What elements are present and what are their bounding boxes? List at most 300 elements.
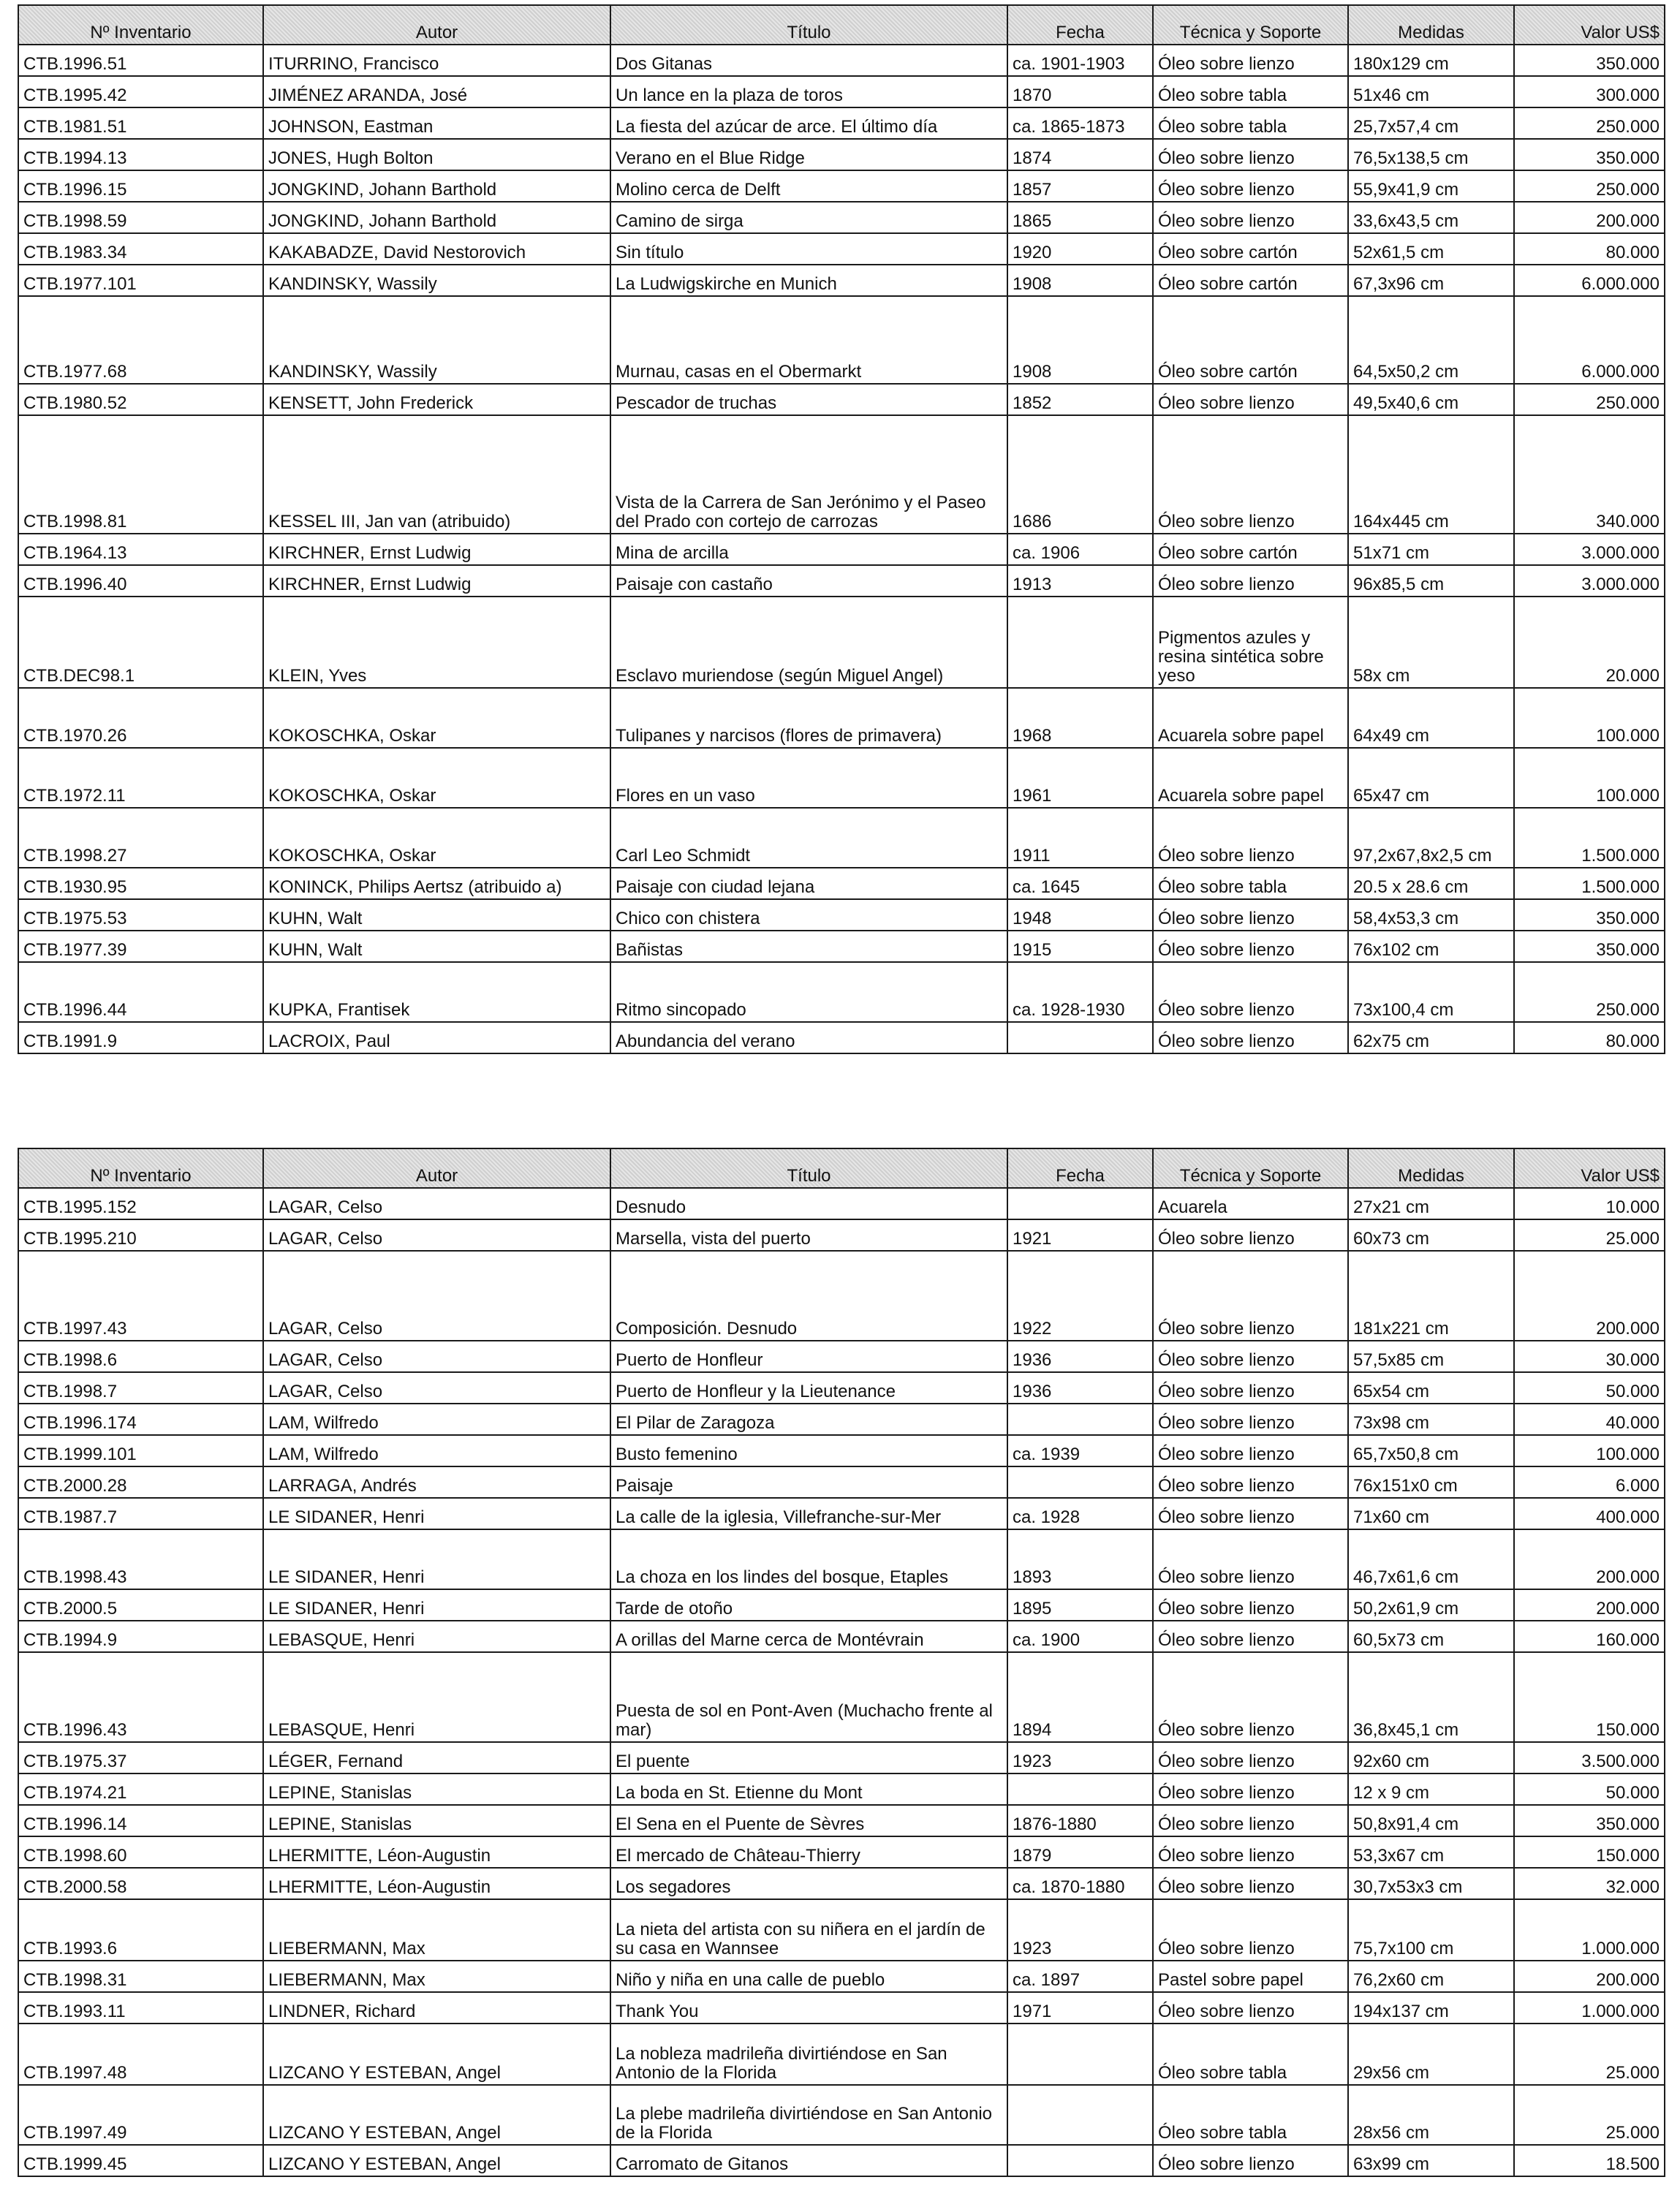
cell-tecnica: Acuarela sobre papel (1153, 688, 1348, 748)
cell-fecha: 1857 (1007, 170, 1153, 202)
cell-fecha (1007, 1773, 1153, 1805)
cell-tecnica: Óleo sobre lienzo (1153, 139, 1348, 170)
cell-inventario: CTB.DEC98.1 (18, 597, 263, 688)
cell-valor: 250.000 (1514, 384, 1665, 415)
table-row (18, 534, 1665, 565)
table-row (18, 597, 1665, 688)
cell-valor: 250.000 (1514, 170, 1665, 202)
cell-valor: 300.000 (1514, 76, 1665, 107)
header-medidas: Medidas (1348, 5, 1514, 45)
cell-fecha: ca. 1906 (1007, 534, 1153, 565)
header-autor: Autor (263, 1148, 610, 1188)
cell-fecha: 1908 (1007, 296, 1153, 384)
cell-titulo: Bañistas (610, 931, 1007, 962)
cell-titulo: Tarde de otoño (610, 1589, 1007, 1621)
cell-tecnica: Óleo sobre lienzo (1153, 565, 1348, 597)
cell-fecha: 1894 (1007, 1652, 1153, 1742)
cell-fecha: ca. 1939 (1007, 1435, 1153, 1466)
cell-autor: LAGAR, Celso (263, 1188, 610, 1219)
cell-valor: 50.000 (1514, 1773, 1665, 1805)
cell-titulo: Paisaje con ciudad lejana (610, 868, 1007, 899)
cell-autor: JONES, Hugh Bolton (263, 139, 610, 170)
cell-fecha: 1968 (1007, 688, 1153, 748)
cell-medidas: 180x129 cm (1348, 45, 1514, 76)
cell-medidas: 73x98 cm (1348, 1404, 1514, 1435)
cell-fecha: 1908 (1007, 265, 1153, 296)
table-row (18, 1805, 1665, 1836)
cell-tecnica: Óleo sobre lienzo (1153, 202, 1348, 233)
cell-medidas: 58,4x53,3 cm (1348, 899, 1514, 931)
cell-tecnica: Pigmentos azules y resina sintética sobre yeso (1153, 597, 1348, 688)
cell-autor: LHERMITTE, Léon-Augustin (263, 1868, 610, 1899)
cell-fecha: 1923 (1007, 1899, 1153, 1961)
cell-fecha (1007, 1466, 1153, 1498)
cell-tecnica: Óleo sobre lienzo (1153, 45, 1348, 76)
cell-tecnica: Óleo sobre lienzo (1153, 1589, 1348, 1621)
cell-titulo: Pescador de truchas (610, 384, 1007, 415)
cell-valor: 200.000 (1514, 1529, 1665, 1589)
cell-titulo: Puerto de Honfleur (610, 1341, 1007, 1372)
cell-tecnica: Óleo sobre lienzo (1153, 808, 1348, 868)
cell-autor: LACROIX, Paul (263, 1022, 610, 1053)
cell-tecnica: Óleo sobre lienzo (1153, 2145, 1348, 2176)
cell-fecha: ca. 1645 (1007, 868, 1153, 899)
cell-autor: LIZCANO Y ESTEBAN, Angel (263, 2085, 610, 2145)
cell-autor: KUHN, Walt (263, 931, 610, 962)
cell-valor: 40.000 (1514, 1404, 1665, 1435)
header-row (18, 1148, 1665, 1188)
cell-titulo: Marsella, vista del puerto (610, 1219, 1007, 1251)
cell-medidas: 194x137 cm (1348, 1992, 1514, 2024)
cell-medidas: 29x56 cm (1348, 2024, 1514, 2085)
cell-titulo: Murnau, casas en el Obermarkt (610, 296, 1007, 384)
table-row (18, 1961, 1665, 1992)
cell-medidas: 27x21 cm (1348, 1188, 1514, 1219)
cell-fecha: 1686 (1007, 415, 1153, 534)
cell-titulo: Puerto de Honfleur y la Lieutenance (610, 1372, 1007, 1404)
cell-medidas: 60,5x73 cm (1348, 1621, 1514, 1652)
cell-inventario: CTB.1997.49 (18, 2085, 263, 2145)
cell-autor: KENSETT, John Frederick (263, 384, 610, 415)
cell-titulo: Dos Gitanas (610, 45, 1007, 76)
cell-valor: 10.000 (1514, 1188, 1665, 1219)
cell-autor: LINDNER, Richard (263, 1992, 610, 2024)
cell-autor: LAM, Wilfredo (263, 1404, 610, 1435)
cell-tecnica: Óleo sobre lienzo (1153, 931, 1348, 962)
cell-inventario: CTB.1994.13 (18, 139, 263, 170)
cell-medidas: 75,7x100 cm (1348, 1899, 1514, 1961)
table-row (18, 868, 1665, 899)
cell-valor: 250.000 (1514, 107, 1665, 139)
table-row (18, 688, 1665, 748)
cell-inventario: CTB.1981.51 (18, 107, 263, 139)
cell-titulo: Abundancia del verano (610, 1022, 1007, 1053)
table-row (18, 1435, 1665, 1466)
cell-titulo: Sin título (610, 233, 1007, 265)
cell-inventario: CTB.1999.45 (18, 2145, 263, 2176)
table-body (18, 45, 1665, 1053)
cell-valor: 32.000 (1514, 1868, 1665, 1899)
table-row (18, 1251, 1665, 1341)
cell-autor: JIMÉNEZ ARANDA, José (263, 76, 610, 107)
cell-autor: LEPINE, Stanislas (263, 1773, 610, 1805)
cell-tecnica: Óleo sobre cartón (1153, 534, 1348, 565)
cell-inventario: CTB.1995.42 (18, 76, 263, 107)
cell-tecnica: Óleo sobre lienzo (1153, 1805, 1348, 1836)
cell-valor: 80.000 (1514, 233, 1665, 265)
cell-valor: 160.000 (1514, 1621, 1665, 1652)
cell-inventario: CTB.1998.59 (18, 202, 263, 233)
cell-fecha (1007, 1022, 1153, 1053)
cell-autor: LE SIDANER, Henri (263, 1529, 610, 1589)
cell-titulo: Verano en el Blue Ridge (610, 139, 1007, 170)
cell-fecha: ca. 1928-1930 (1007, 962, 1153, 1022)
cell-autor: KUHN, Walt (263, 899, 610, 931)
table-row (18, 1022, 1665, 1053)
cell-inventario: CTB.1996.40 (18, 565, 263, 597)
inventory-table-1 (18, 4, 1665, 1054)
table-row (18, 384, 1665, 415)
cell-medidas: 65x54 cm (1348, 1372, 1514, 1404)
cell-fecha: 1852 (1007, 384, 1153, 415)
cell-tecnica: Óleo sobre lienzo (1153, 1529, 1348, 1589)
table-row (18, 1899, 1665, 1961)
cell-autor: LARRAGA, Andrés (263, 1466, 610, 1498)
cell-autor: JOHNSON, Eastman (263, 107, 610, 139)
cell-tecnica: Óleo sobre lienzo (1153, 1498, 1348, 1529)
cell-fecha: 1921 (1007, 1219, 1153, 1251)
cell-medidas: 51x71 cm (1348, 534, 1514, 565)
cell-inventario: CTB.1996.174 (18, 1404, 263, 1435)
cell-autor: LEBASQUE, Henri (263, 1621, 610, 1652)
cell-valor: 250.000 (1514, 962, 1665, 1022)
cell-inventario: CTB.1998.31 (18, 1961, 263, 1992)
table-row (18, 1742, 1665, 1773)
cell-medidas: 36,8x45,1 cm (1348, 1652, 1514, 1742)
table-row (18, 748, 1665, 808)
cell-autor: LE SIDANER, Henri (263, 1498, 610, 1529)
cell-inventario: CTB.1972.11 (18, 748, 263, 808)
cell-titulo: Chico con chistera (610, 899, 1007, 931)
cell-tecnica: Óleo sobre lienzo (1153, 384, 1348, 415)
cell-tecnica: Pastel sobre papel (1153, 1961, 1348, 1992)
cell-valor: 25.000 (1514, 2085, 1665, 2145)
cell-titulo: Un lance en la plaza de toros (610, 76, 1007, 107)
cell-fecha: 1913 (1007, 565, 1153, 597)
cell-fecha: 1865 (1007, 202, 1153, 233)
table-row (18, 107, 1665, 139)
cell-tecnica: Óleo sobre lienzo (1153, 415, 1348, 534)
cell-fecha: ca. 1928 (1007, 1498, 1153, 1529)
table-row (18, 808, 1665, 868)
cell-tecnica: Óleo sobre tabla (1153, 868, 1348, 899)
cell-titulo: Mina de arcilla (610, 534, 1007, 565)
table-row (18, 202, 1665, 233)
cell-inventario: CTB.1975.37 (18, 1742, 263, 1773)
cell-fecha (1007, 597, 1153, 688)
cell-valor: 350.000 (1514, 899, 1665, 931)
cell-autor: LAGAR, Celso (263, 1219, 610, 1251)
cell-valor: 1.000.000 (1514, 1899, 1665, 1961)
cell-inventario: CTB.1995.210 (18, 1219, 263, 1251)
cell-autor: LEPINE, Stanislas (263, 1805, 610, 1836)
cell-fecha: 1948 (1007, 899, 1153, 931)
cell-tecnica: Óleo sobre lienzo (1153, 1404, 1348, 1435)
cell-valor: 1.500.000 (1514, 868, 1665, 899)
cell-titulo: La nieta del artista con su niñera en el jardín de su casa en Wannsee (610, 1899, 1007, 1961)
cell-valor: 6.000.000 (1514, 265, 1665, 296)
cell-medidas: 25,7x57,4 cm (1348, 107, 1514, 139)
cell-autor: KUPKA, Frantisek (263, 962, 610, 1022)
cell-titulo: El puente (610, 1742, 1007, 1773)
cell-inventario: CTB.1980.52 (18, 384, 263, 415)
cell-tecnica: Óleo sobre lienzo (1153, 1435, 1348, 1466)
cell-inventario: CTB.2000.58 (18, 1868, 263, 1899)
cell-medidas: 76,5x138,5 cm (1348, 139, 1514, 170)
cell-valor: 25.000 (1514, 2024, 1665, 2085)
cell-medidas: 64x49 cm (1348, 688, 1514, 748)
cell-tecnica: Óleo sobre lienzo (1153, 1621, 1348, 1652)
cell-valor: 100.000 (1514, 688, 1665, 748)
cell-valor: 80.000 (1514, 1022, 1665, 1053)
cell-inventario: CTB.1998.7 (18, 1372, 263, 1404)
cell-tecnica: Óleo sobre lienzo (1153, 1219, 1348, 1251)
cell-inventario: CTB.1996.44 (18, 962, 263, 1022)
cell-valor: 3.000.000 (1514, 534, 1665, 565)
table-row (18, 1341, 1665, 1372)
cell-titulo: Paisaje (610, 1466, 1007, 1498)
cell-inventario: CTB.1998.81 (18, 415, 263, 534)
cell-inventario: CTB.1994.9 (18, 1621, 263, 1652)
cell-titulo: Los segadores (610, 1868, 1007, 1899)
header-tecnica: Técnica y Soporte (1153, 5, 1348, 45)
cell-autor: LIZCANO Y ESTEBAN, Angel (263, 2024, 610, 2085)
cell-autor: KIRCHNER, Ernst Ludwig (263, 534, 610, 565)
cell-valor: 200.000 (1514, 1589, 1665, 1621)
cell-fecha (1007, 1404, 1153, 1435)
cell-fecha: 1915 (1007, 931, 1153, 962)
cell-autor: LIEBERMANN, Max (263, 1961, 610, 1992)
cell-inventario: CTB.1977.68 (18, 296, 263, 384)
table-row (18, 296, 1665, 384)
table-row (18, 899, 1665, 931)
cell-inventario: CTB.1930.95 (18, 868, 263, 899)
table-row (18, 1868, 1665, 1899)
cell-fecha: 1879 (1007, 1836, 1153, 1868)
table-body (18, 1188, 1665, 2176)
header-inventario: Nº Inventario (18, 5, 263, 45)
cell-medidas: 49,5x40,6 cm (1348, 384, 1514, 415)
cell-medidas: 55,9x41,9 cm (1348, 170, 1514, 202)
cell-tecnica: Acuarela (1153, 1188, 1348, 1219)
inventory-table-2 (18, 1148, 1665, 2177)
cell-fecha (1007, 1188, 1153, 1219)
cell-titulo: Camino de sirga (610, 202, 1007, 233)
cell-medidas: 58x cm (1348, 597, 1514, 688)
table-row (18, 265, 1665, 296)
table-row (18, 931, 1665, 962)
cell-inventario: CTB.1996.51 (18, 45, 263, 76)
cell-fecha: 1876-1880 (1007, 1805, 1153, 1836)
cell-autor: ITURRINO, Francisco (263, 45, 610, 76)
cell-fecha: ca. 1900 (1007, 1621, 1153, 1652)
table-row (18, 1836, 1665, 1868)
cell-titulo: Esclavo muriendose (según Miguel Angel) (610, 597, 1007, 688)
cell-tecnica: Óleo sobre lienzo (1153, 1022, 1348, 1053)
cell-medidas: 71x60 cm (1348, 1498, 1514, 1529)
cell-titulo: Paisaje con castaño (610, 565, 1007, 597)
cell-valor: 20.000 (1514, 597, 1665, 688)
cell-fecha: 1870 (1007, 76, 1153, 107)
cell-titulo: Carromato de Gitanos (610, 2145, 1007, 2176)
cell-valor: 350.000 (1514, 1805, 1665, 1836)
cell-tecnica: Óleo sobre lienzo (1153, 1251, 1348, 1341)
cell-valor: 200.000 (1514, 1251, 1665, 1341)
cell-tecnica: Acuarela sobre papel (1153, 748, 1348, 808)
cell-valor: 3.000.000 (1514, 565, 1665, 597)
cell-medidas: 65x47 cm (1348, 748, 1514, 808)
cell-valor: 1.000.000 (1514, 1992, 1665, 2024)
cell-autor: KANDINSKY, Wassily (263, 265, 610, 296)
cell-valor: 50.000 (1514, 1372, 1665, 1404)
cell-tecnica: Óleo sobre cartón (1153, 265, 1348, 296)
cell-valor: 350.000 (1514, 45, 1665, 76)
cell-inventario: CTB.1999.101 (18, 1435, 263, 1466)
cell-medidas: 76x102 cm (1348, 931, 1514, 962)
header-valor: Valor US$ (1514, 1148, 1665, 1188)
table-row (18, 1773, 1665, 1805)
header-fecha: Fecha (1007, 5, 1153, 45)
table-row (18, 1529, 1665, 1589)
cell-titulo: Niño y niña en una calle de pueblo (610, 1961, 1007, 1992)
cell-medidas: 46,7x61,6 cm (1348, 1529, 1514, 1589)
table-row (18, 962, 1665, 1022)
cell-titulo: La boda en St. Etienne du Mont (610, 1773, 1007, 1805)
cell-medidas: 50,8x91,4 cm (1348, 1805, 1514, 1836)
cell-autor: LHERMITTE, Léon-Augustin (263, 1836, 610, 1868)
cell-fecha: 1920 (1007, 233, 1153, 265)
cell-fecha: ca. 1865-1873 (1007, 107, 1153, 139)
cell-inventario: CTB.1998.6 (18, 1341, 263, 1372)
cell-tecnica: Óleo sobre tabla (1153, 107, 1348, 139)
table-row (18, 1498, 1665, 1529)
table-row (18, 1404, 1665, 1435)
cell-valor: 350.000 (1514, 931, 1665, 962)
cell-titulo: Flores en un vaso (610, 748, 1007, 808)
header-titulo: Título (610, 1148, 1007, 1188)
cell-titulo: Composición. Desnudo (610, 1251, 1007, 1341)
table-row (18, 1992, 1665, 2024)
cell-medidas: 67,3x96 cm (1348, 265, 1514, 296)
cell-autor: KESSEL III, Jan van (atribuido) (263, 415, 610, 534)
cell-titulo: Molino cerca de Delft (610, 170, 1007, 202)
cell-inventario: CTB.2000.5 (18, 1589, 263, 1621)
cell-titulo: Busto femenino (610, 1435, 1007, 1466)
cell-autor: LÉGER, Fernand (263, 1742, 610, 1773)
cell-medidas: 73x100,4 cm (1348, 962, 1514, 1022)
header-titulo: Título (610, 5, 1007, 45)
cell-inventario: CTB.1991.9 (18, 1022, 263, 1053)
table-row (18, 139, 1665, 170)
cell-tecnica: Óleo sobre lienzo (1153, 1652, 1348, 1742)
cell-tecnica: Óleo sobre lienzo (1153, 899, 1348, 931)
cell-tecnica: Óleo sobre lienzo (1153, 1372, 1348, 1404)
cell-medidas: 28x56 cm (1348, 2085, 1514, 2145)
cell-titulo: La fiesta del azúcar de arce. El último día (610, 107, 1007, 139)
cell-titulo: La plebe madrileña divirtiéndose en San Antonio de la Florida (610, 2085, 1007, 2145)
cell-tecnica: Óleo sobre tabla (1153, 2024, 1348, 2085)
cell-fecha (1007, 2024, 1153, 2085)
cell-autor: KOKOSCHKA, Oskar (263, 808, 610, 868)
cell-autor: KANDINSKY, Wassily (263, 296, 610, 384)
cell-fecha: ca. 1901-1903 (1007, 45, 1153, 76)
table-row (18, 45, 1665, 76)
table-row (18, 1621, 1665, 1652)
cell-titulo: La choza en los lindes del bosque, Etaples (610, 1529, 1007, 1589)
cell-titulo: Thank You (610, 1992, 1007, 2024)
cell-titulo: La calle de la iglesia, Villefranche-sur-Mer (610, 1498, 1007, 1529)
cell-inventario: CTB.1997.48 (18, 2024, 263, 2085)
cell-medidas: 63x99 cm (1348, 2145, 1514, 2176)
cell-titulo: Puesta de sol en Pont-Aven (Muchacho frente al mar) (610, 1652, 1007, 1742)
cell-fecha: 1922 (1007, 1251, 1153, 1341)
cell-titulo: Tulipanes y narcisos (flores de primavera) (610, 688, 1007, 748)
cell-autor: LE SIDANER, Henri (263, 1589, 610, 1621)
cell-tecnica: Óleo sobre lienzo (1153, 1836, 1348, 1868)
cell-medidas: 92x60 cm (1348, 1742, 1514, 1773)
table-row (18, 1466, 1665, 1498)
cell-fecha: 1961 (1007, 748, 1153, 808)
cell-medidas: 20.5 x 28.6 cm (1348, 868, 1514, 899)
cell-valor: 150.000 (1514, 1836, 1665, 1868)
cell-inventario: CTB.1975.53 (18, 899, 263, 931)
cell-inventario: CTB.1997.43 (18, 1251, 263, 1341)
cell-medidas: 96x85,5 cm (1348, 565, 1514, 597)
cell-titulo: El mercado de Château-Thierry (610, 1836, 1007, 1868)
cell-valor: 1.500.000 (1514, 808, 1665, 868)
cell-autor: LEBASQUE, Henri (263, 1652, 610, 1742)
cell-fecha: 1874 (1007, 139, 1153, 170)
cell-autor: JONGKIND, Johann Barthold (263, 202, 610, 233)
cell-tecnica: Óleo sobre lienzo (1153, 1899, 1348, 1961)
cell-tecnica: Óleo sobre cartón (1153, 233, 1348, 265)
cell-autor: KLEIN, Yves (263, 597, 610, 688)
cell-valor: 340.000 (1514, 415, 1665, 534)
cell-medidas: 52x61,5 cm (1348, 233, 1514, 265)
cell-inventario: CTB.1970.26 (18, 688, 263, 748)
cell-valor: 200.000 (1514, 1961, 1665, 1992)
cell-inventario: CTB.1998.27 (18, 808, 263, 868)
cell-valor: 6.000.000 (1514, 296, 1665, 384)
table-row (18, 2145, 1665, 2176)
cell-medidas: 51x46 cm (1348, 76, 1514, 107)
cell-inventario: CTB.1993.11 (18, 1992, 263, 2024)
cell-titulo: Vista de la Carrera de San Jerónimo y el Paseo del Prado con cortejo de carrozas (610, 415, 1007, 534)
cell-valor: 100.000 (1514, 748, 1665, 808)
cell-autor: LIEBERMANN, Max (263, 1899, 610, 1961)
cell-tecnica: Óleo sobre lienzo (1153, 170, 1348, 202)
cell-autor: KOKOSCHKA, Oskar (263, 748, 610, 808)
cell-inventario: CTB.1987.7 (18, 1498, 263, 1529)
cell-tecnica: Óleo sobre lienzo (1153, 962, 1348, 1022)
table-row (18, 1372, 1665, 1404)
cell-medidas: 53,3x67 cm (1348, 1836, 1514, 1868)
cell-fecha: 1936 (1007, 1372, 1153, 1404)
cell-inventario: CTB.1995.152 (18, 1188, 263, 1219)
table-row (18, 1589, 1665, 1621)
table-row (18, 2024, 1665, 2085)
table-row (18, 233, 1665, 265)
